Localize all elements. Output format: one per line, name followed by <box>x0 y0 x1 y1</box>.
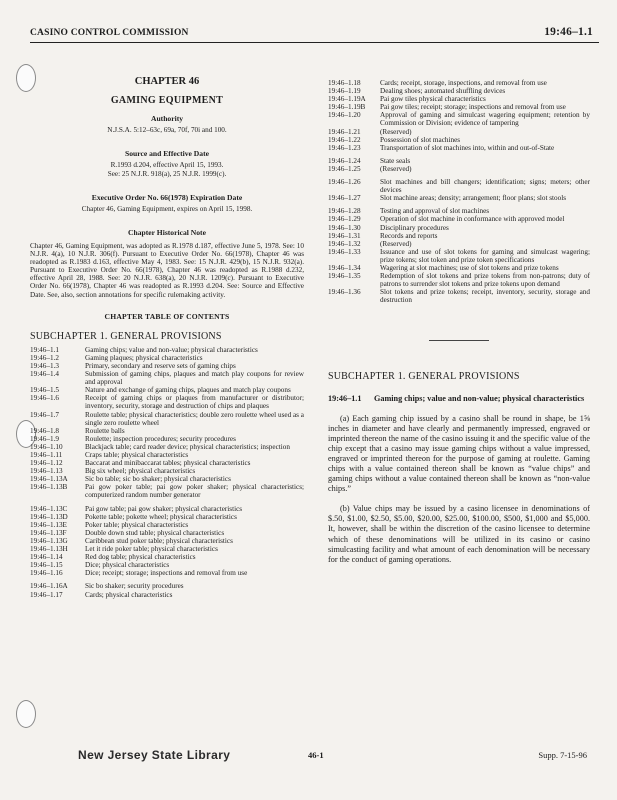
toc-entry <box>30 362 304 370</box>
toc-entry-number: 19:46–1.16A <box>30 582 68 591</box>
toc-entry <box>30 475 304 483</box>
toc-entry-number: 19:46–1.35 <box>328 272 361 281</box>
toc-entry <box>30 411 304 427</box>
toc-entry <box>30 529 304 537</box>
toc-entry <box>328 165 590 173</box>
toc-entry <box>328 232 590 240</box>
toc-entry-title: Pai gow tiles; receipt; storage; inspections and removal from use <box>380 103 566 112</box>
toc-entry-title: (Reserved) <box>380 127 412 136</box>
toc-entry <box>30 370 304 386</box>
toc-entry <box>30 394 304 410</box>
toc-left-list <box>30 346 304 599</box>
source-line: See: 25 N.J.R. 918(a), 25 N.J.R. 1999(c). <box>107 169 227 178</box>
toc-entry-title: Transportation of slot machines into, within and out-of-State <box>380 143 555 152</box>
running-header <box>30 26 599 43</box>
paragraph-a: (a) Each gaming chip issued by a casino shall be round in shape, be 1⅝ inches in diameter and have clearly and permanently impressed, engraved or imprinted thereon the name of the casino issuing it and the specific value of the chip except that a casino may issue gaming chips without a value impressed, engraved or imprinted thereon for the purpose of gaming at roulette. Gaming chips with a value contained thereon shall be known as “value chips” and gaming chips without a value contained thereon shall be known as “non-value chips.” <box>328 413 590 494</box>
toc-entry-title: Wagering at slot machines; use of slot tokens and prize tokens <box>380 263 559 272</box>
toc-entry <box>30 427 304 435</box>
executive-order-heading: Executive Order No. 66(1978) Expiration Date <box>91 192 243 202</box>
toc-entry <box>30 553 304 561</box>
toc-entry-title: Pai gow tiles physical characteristics <box>380 95 486 104</box>
toc-entry-number: 19:46–1.25 <box>328 164 361 173</box>
toc-entry-title: Craps table; physical characteristics <box>85 451 189 459</box>
toc-entry <box>328 224 590 232</box>
toc-entry <box>328 95 590 103</box>
toc-entry <box>328 288 590 304</box>
toc-entry-number: 19:46–1.13 <box>30 467 63 476</box>
toc-entry-title: Sic bo table; sic bo shaker; physical characteristics <box>85 475 231 484</box>
toc-entry <box>328 128 590 136</box>
toc-entry-number: 19:46–1.18 <box>328 79 361 87</box>
section-number: 19:46–1.1 <box>328 393 362 403</box>
toc-entry <box>328 136 590 144</box>
toc-entry <box>30 537 304 545</box>
toc-entry-title: Records and reports <box>380 231 438 240</box>
toc-entry <box>328 87 590 95</box>
toc-entry <box>30 435 304 443</box>
toc-entry-title: Blackjack table; card reader device; physical characteristics; inspection <box>85 442 290 451</box>
toc-entry <box>30 354 304 362</box>
toc-entry-number: 19:46–1.3 <box>30 361 59 370</box>
toc-entry <box>30 451 304 459</box>
toc-entry <box>328 157 590 165</box>
toc-entry-number: 19:46–1.19B <box>328 103 366 112</box>
section-heading <box>328 394 590 404</box>
toc-entry-number: 19:46–1.2 <box>30 353 59 362</box>
toc-entry-number: 19:46–1.36 <box>328 288 361 297</box>
toc-entry <box>30 582 304 590</box>
toc-entry-number: 19:46–1.20 <box>328 111 361 120</box>
toc-entry-title: Poker table; physical characteristics <box>85 520 189 529</box>
toc-entry-number: 19:46–1.12 <box>30 459 63 468</box>
toc-entry <box>30 386 304 394</box>
toc-entry <box>30 545 304 553</box>
toc-subchapter-heading: SUBCHAPTER 1. GENERAL PROVISIONS <box>30 330 222 342</box>
toc-entry-title: (Reserved) <box>380 239 412 248</box>
toc-entry-number: 19:46–1.31 <box>328 231 361 240</box>
toc-entry-number: 19:46–1.15 <box>30 561 63 570</box>
toc-entry-number: 19:46–1.6 <box>30 394 59 403</box>
toc-entry-number: 19:46–1.13B <box>30 483 68 492</box>
toc-entry <box>328 272 590 288</box>
toc-entry-title: Cards; physical characteristics <box>85 590 173 599</box>
toc-entry-number: 19:46–1.34 <box>328 263 361 272</box>
toc-entry-title: Big six wheel; physical characteristics <box>85 467 196 476</box>
toc-entry-title: Let it ride poker table; physical characteristics <box>85 545 218 554</box>
toc-entry-title: Pai gow poker table; pai gow poker shaker; physical characteristics; computerized random number generator <box>85 483 304 500</box>
toc-entry-title: Testing and approval of slot machines <box>380 207 490 216</box>
page-number: 46-1 <box>308 750 324 760</box>
toc-entry-title: Redemption of slot tokens and prize tokens from non-patrons; duty of patrons to surrender slot tokens and prize tokens upon demand <box>380 272 590 289</box>
toc-entry-title: Disciplinary procedures <box>380 223 449 232</box>
toc-entry-number: 19:46–1.24 <box>328 156 361 165</box>
toc-entry-number: 19:46–1.30 <box>328 223 361 232</box>
toc-entry-title: Slot machine areas; density; arrangement; floor plans; slot stools <box>380 194 567 203</box>
toc-entry-number: 19:46–1.13D <box>30 512 68 521</box>
toc-entry-title: Nature and exchange of gaming chips, plaques and match play coupons <box>85 386 291 395</box>
left-column <box>30 50 304 599</box>
toc-entry-number: 19:46–1.22 <box>328 135 361 144</box>
toc-right-list <box>328 79 590 304</box>
history-text: Chapter 46, Gaming Equipment, was adopted as R.1978 d.187, effective June 5, 1978. See: 10 N.J.R. 4(a), 10 N.J.R. 306(f). Pursuant to Executive Order No. 66(1978), Chapter 46 was readopted as R.1983 d.163, effective May 4, 1983. See: 15 N.J.R. 429(b), 15 N.J.R. 932(a). Pursuant to Executive Order No. 66(1978), Chapter 46 was readopted as R.1988 d.232, effective April 28, 1988. See: 20 N.J.R. 638(a), 20 N.J.R. 1209(c). Pursuant to Executive Order No. 66(1978), Chapter 46 was readopted as R.1993 d.204. See: Source and Effective Date. See, also, section annotations for specific rulemaking activity. <box>30 241 304 299</box>
library-stamp: New Jersey State Library <box>78 748 231 762</box>
toc-entry-number: 19:46–1.28 <box>328 207 361 216</box>
toc-entry <box>30 467 304 475</box>
right-column <box>328 79 590 565</box>
paragraph-b: (b) Value chips may be issued by a casino licensee in denominations of $.50, $1.00, $2.50, $5.00, $20.00, $25.00, $100.00, $500, $1,000 and $5,000. It, however, shall be within the discretion of the casino licensee to determine which of these denominations will be utilized in its casino or casino simulcasting facility and what amount of each denomination will be necessary for the conduct of gaming operations. <box>328 504 590 564</box>
toc-entry <box>328 264 590 272</box>
page-footer <box>78 748 587 768</box>
authority-text: N.J.S.A. 5:12–63c, 69a, 70f, 70i and 100. <box>107 126 227 135</box>
running-header-left: CASINO CONTROL COMMISSION <box>30 28 189 38</box>
toc-entry-number: 19:46–1.13G <box>30 536 68 545</box>
toc-entry-number: 19:46–1.13E <box>30 520 67 529</box>
toc-entry-number: 19:46–1.10 <box>30 442 63 451</box>
source-heading: Source and Effective Date <box>124 149 209 159</box>
toc-entry <box>30 505 304 513</box>
toc-entry <box>328 207 590 215</box>
toc-entry <box>328 194 590 202</box>
toc-entry <box>328 178 590 194</box>
toc-entry-number: 19:46–1.13A <box>30 475 68 484</box>
toc-entry-number: 19:46–1.8 <box>30 426 59 435</box>
toc-entry-number: 19:46–1.21 <box>328 127 361 136</box>
section-divider <box>429 340 489 341</box>
toc-title: CHAPTER TABLE OF CONTENTS <box>104 311 230 321</box>
toc-entry-title: Operation of slot machine in conformance with approved model <box>380 215 565 224</box>
toc-entry-title: Baccarat and minibaccarat tables; physical characteristics <box>85 459 251 468</box>
toc-entry-title: Dice; receipt; storage; inspections and removal from use <box>85 569 248 578</box>
toc-entry-title: Red dog table; physical characteristics <box>85 553 196 562</box>
toc-entry-number: 19:46–1.27 <box>328 194 361 203</box>
toc-entry-number: 19:46–1.7 <box>30 410 59 419</box>
toc-entry <box>328 144 590 152</box>
toc-entry-title: Cards; receipt, storage, inspections, and removal from use <box>380 79 547 87</box>
toc-entry <box>328 215 590 223</box>
binder-hole-bottom <box>16 700 36 728</box>
toc-entry-number: 19:46–1.13H <box>30 545 68 554</box>
toc-entry-title: Receipt of gaming chips or plaques from manufacturer or distributor; inventory, security, storage and destruction of chips and plaques <box>85 394 304 411</box>
toc-entry <box>30 513 304 521</box>
toc-entry-title: Slot tokens and prize tokens; receipt, inventory, security, storage and destruction <box>380 288 590 305</box>
toc-entry-number: 19:46–1.1 <box>30 345 59 354</box>
toc-entry <box>30 591 304 599</box>
toc-entry-title: Issuance and use of slot tokens for gaming and simulcast wagering; prize tokens; slot token and prize token specifications <box>380 247 590 264</box>
chapter-title: GAMING EQUIPMENT <box>110 95 224 107</box>
toc-entry-title: (Reserved) <box>380 164 412 173</box>
source-line: R.1993 d.204, effective April 15, 1993. <box>110 161 224 170</box>
toc-entry-title: Approval of gaming and simulcast wagering equipment; retention by Commission or Division; evidence of tampering <box>380 111 590 128</box>
toc-entry <box>30 346 304 354</box>
toc-entry-number: 19:46–1.5 <box>30 386 59 395</box>
toc-entry-title: Gaming chips; value and non-value; physical characteristics <box>85 345 258 354</box>
toc-entry <box>30 443 304 451</box>
toc-entry-title: Possession of slot machines <box>380 135 461 144</box>
toc-entry-number: 19:46–1.19 <box>328 87 361 96</box>
toc-entry-title: Dealing shoes; automated shuffling devices <box>380 87 506 96</box>
toc-entry <box>30 483 304 499</box>
history-heading: Chapter Historical Note <box>128 227 206 237</box>
toc-entry-number: 19:46–1.32 <box>328 239 361 248</box>
running-header-right: 19:46–1.1 <box>544 26 593 38</box>
toc-entry-title: Roulette; inspection procedures; security procedures <box>85 434 236 443</box>
toc-entry <box>30 521 304 529</box>
toc-entry-number: 19:46–1.26 <box>328 178 361 187</box>
toc-entry <box>30 561 304 569</box>
toc-entry <box>328 248 590 264</box>
toc-entry <box>30 459 304 467</box>
toc-entry-title: Dice; physical characteristics <box>85 561 170 570</box>
authority-heading: Authority <box>150 114 184 124</box>
toc-entry-number: 19:46–1.29 <box>328 215 361 224</box>
toc-entry-title: Roulette table; physical characteristics; double zero roulette wheel used as a single zero roulette wheel <box>85 410 304 427</box>
toc-entry-number: 19:46–1.23 <box>328 143 361 152</box>
toc-entry-number: 19:46–1.17 <box>30 590 63 599</box>
toc-entry-number: 19:46–1.13F <box>30 528 67 537</box>
toc-entry-title: Pai gow table; pai gow shaker; physical characteristics <box>85 504 243 513</box>
toc-entry-title: Double down stud table; physical characteristics <box>85 528 225 537</box>
toc-entry <box>328 79 590 87</box>
toc-entry-number: 19:46–1.19A <box>328 95 366 104</box>
toc-entry-number: 19:46–1.11 <box>30 451 63 459</box>
toc-entry-title: Primary, secondary and reserve sets of gaming chips <box>85 361 236 370</box>
toc-entry <box>328 240 590 248</box>
toc-entry-number: 19:46–1.9 <box>30 434 59 443</box>
body-subchapter-heading: SUBCHAPTER 1. GENERAL PROVISIONS <box>328 371 520 383</box>
toc-entry <box>30 569 304 577</box>
toc-entry-title: Submission of gaming chips, plaques and match play coupons for review and approval <box>85 370 304 387</box>
toc-entry <box>328 103 590 111</box>
toc-entry-title: Roulette balls <box>85 426 125 435</box>
toc-entry-number: 19:46–1.13C <box>30 504 68 513</box>
chapter-number: CHAPTER 46 <box>134 76 200 87</box>
toc-entry-title: Caribbean stud poker table; physical characteristics <box>85 536 233 545</box>
executive-order-text: Chapter 46, Gaming Equipment, expires on April 15, 1998. <box>81 204 253 213</box>
section-title: Gaming chips; value and non-value; physical characteristics <box>374 393 585 403</box>
toc-entry-title: Slot machines and bill changers; identification; signs; meters; other devices <box>380 178 590 195</box>
toc-entry-title: Gaming plaques; physical characteristics <box>85 353 203 362</box>
toc-entry-title: Pokette table; pokette wheel; physical characteristics <box>85 512 237 521</box>
toc-entry-title: Sic bo shaker; security procedures <box>85 582 184 591</box>
toc-entry-number: 19:46–1.16 <box>30 569 63 578</box>
supplement-date: Supp. 7-15-96 <box>538 750 587 760</box>
toc-entry-number: 19:46–1.14 <box>30 553 63 562</box>
toc-entry-number: 19:46–1.33 <box>328 247 361 256</box>
toc-entry-title: State seals <box>380 156 411 165</box>
toc-entry <box>328 111 590 127</box>
toc-entry-number: 19:46–1.4 <box>30 370 59 379</box>
